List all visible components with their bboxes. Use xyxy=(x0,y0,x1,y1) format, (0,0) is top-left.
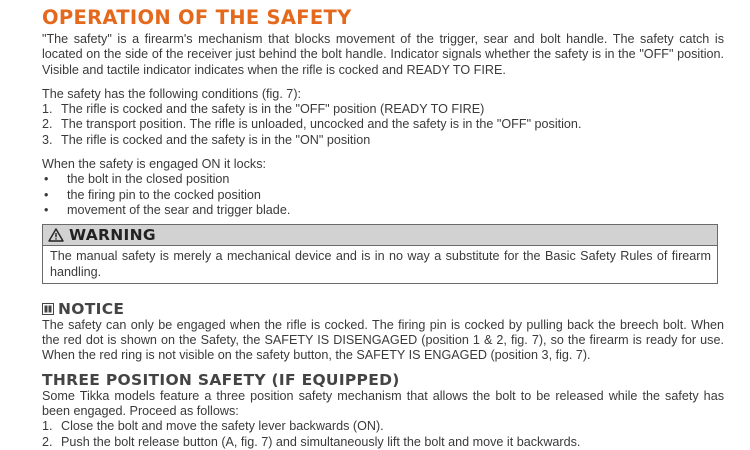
intro-paragraph: "The safety" is a firearm's mechanism that blocks movement of the trigger, sear and bolt handle. The safety catch is located on the side of the receiver just behind the bolt handle. Indicator signals whether the safety is in the "OFF" position. Visible and tactile indicator indicates when the rifle is cocked and READY TO FIRE. xyxy=(42,32,724,77)
list-text: The rifle is cocked and the safety is in the "OFF" position (READY TO FIRE) xyxy=(61,102,485,117)
list-text: Push the bolt release button (A, fig. 7) and simultaneously lift the bolt and move it backwards. xyxy=(61,434,581,449)
page-title: OPERATION OF THE SAFETY xyxy=(42,6,352,29)
list-text: The transport position. The rifle is unloaded, uncocked and the safety is in the "OFF" position. xyxy=(61,117,582,132)
conditions-intro: The safety has the following conditions (fig. 7): xyxy=(42,86,302,101)
locks-list xyxy=(42,172,724,218)
warning-title: WARNING xyxy=(69,226,156,245)
bullet: • xyxy=(44,187,49,202)
list-item xyxy=(42,102,724,117)
warning-text: The manual safety is merely a mechanical device and is in no way a substitute for the Basic Safety Rules of firearm handling. xyxy=(50,249,711,279)
list-item xyxy=(42,133,724,148)
list-text: The rifle is cocked and the safety is in the "ON" position xyxy=(61,132,371,147)
bullet: • xyxy=(44,172,49,187)
warning-box xyxy=(42,224,718,284)
notice-text: The safety can only be engaged when the rifle is cocked. The firing pin is cocked by pulling back the breech bolt. When the red dot is shown on the Safety, the SAFETY IS DISENGAGED (position 1 & 2, fig. 7), so the firearm is ready for use. When the red ring is not visible on the safety button, the SAFETY IS ENGAGED (position 3, fig. 7). xyxy=(42,317,724,363)
notice-heading xyxy=(42,300,724,318)
list-item xyxy=(42,188,724,203)
list-item xyxy=(42,117,724,132)
list-item xyxy=(42,419,724,434)
list-text: the bolt in the closed position xyxy=(67,172,230,187)
list-item xyxy=(42,203,724,218)
list-item xyxy=(42,172,724,187)
list-number: 1. xyxy=(42,102,53,117)
list-item xyxy=(42,435,724,450)
list-text: the firing pin to the cocked position xyxy=(67,187,261,202)
list-number: 3. xyxy=(42,132,53,147)
notice-title: NOTICE xyxy=(58,299,125,318)
manual-book-icon xyxy=(42,303,54,315)
list-text: Close the bolt and move the safety lever backwards (ON). xyxy=(61,419,384,434)
warning-header xyxy=(43,225,717,246)
bullet: • xyxy=(44,202,49,217)
three-position-heading: THREE POSITION SAFETY (IF EQUIPPED) xyxy=(42,370,400,389)
conditions-list xyxy=(42,102,724,148)
list-number: 2. xyxy=(42,434,53,449)
list-text: movement of the sear and trigger blade. xyxy=(67,202,291,217)
locks-intro: When the safety is engaged ON it locks: xyxy=(42,157,267,172)
list-number: 1. xyxy=(42,419,53,434)
warning-triangle-icon xyxy=(48,228,64,242)
list-number: 2. xyxy=(42,117,53,132)
three-position-steps xyxy=(42,419,724,450)
three-position-text: Some Tikka models feature a three position safety mechanism that allows the bolt to be released while the safety has been engaged. Proceed as follows: xyxy=(42,388,724,419)
